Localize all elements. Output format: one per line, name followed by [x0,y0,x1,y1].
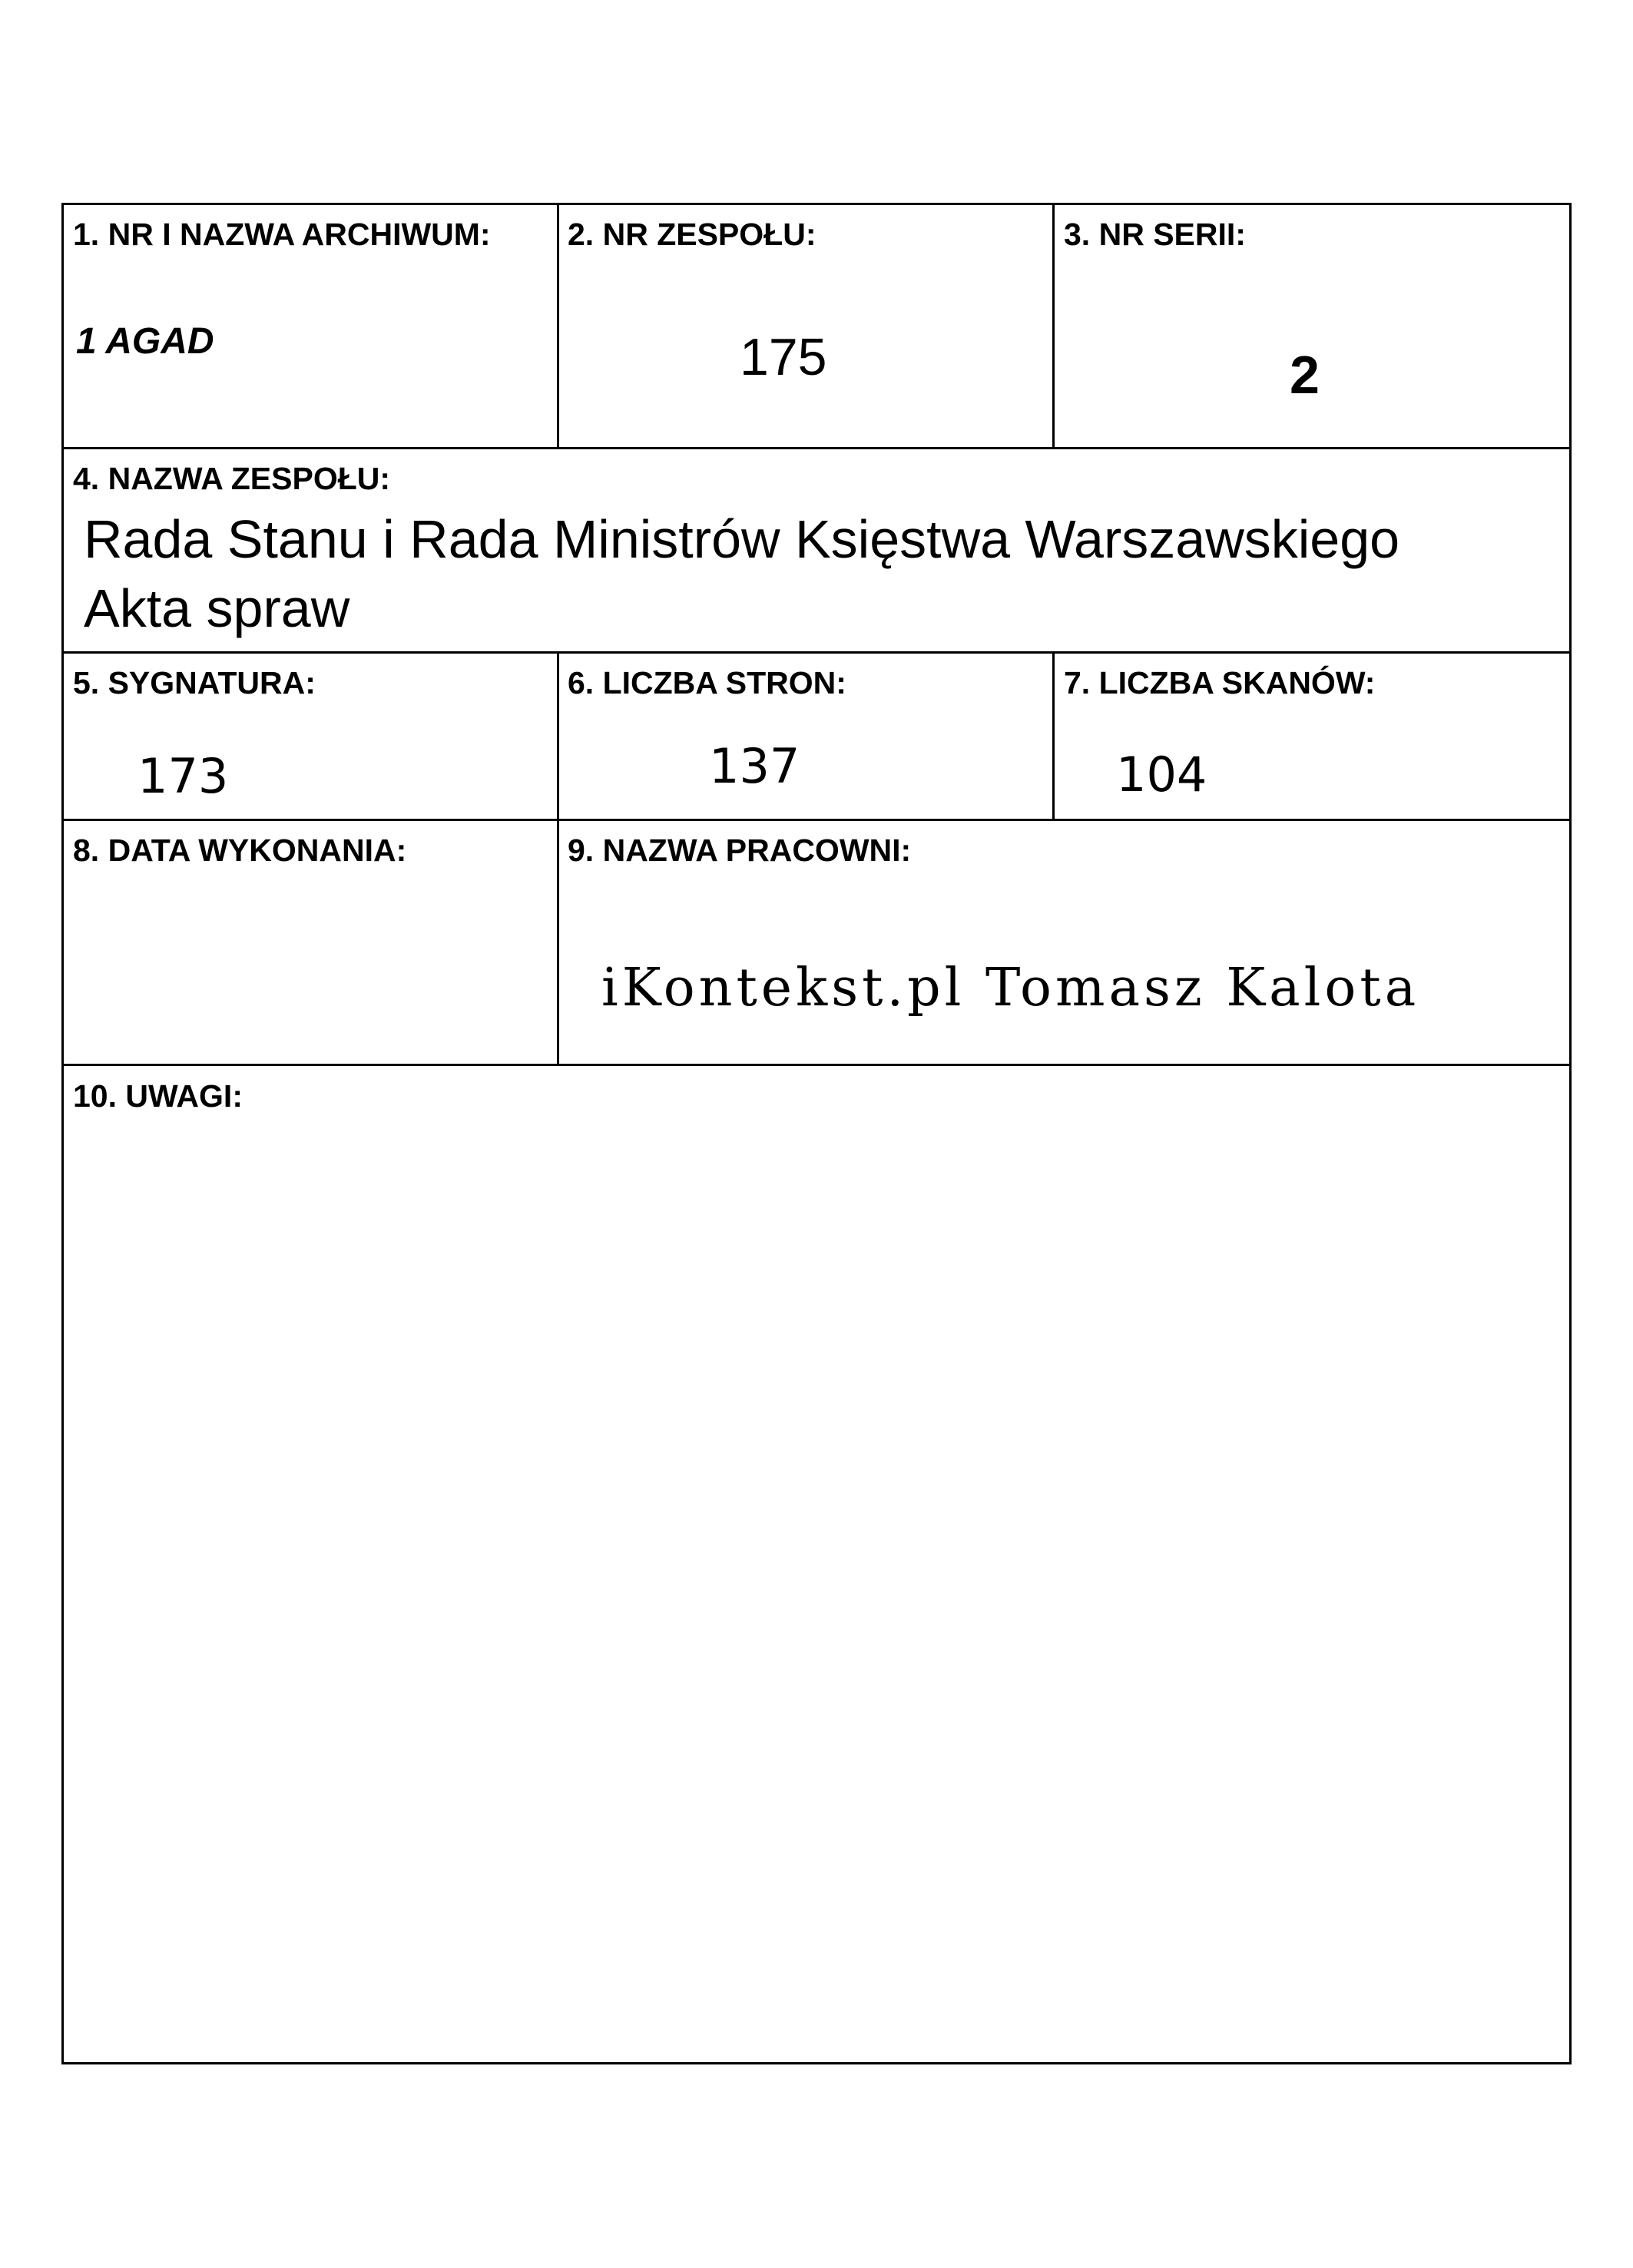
series-number-value: 2 [1290,345,1320,405]
scan-count-value: 104 [1116,747,1207,803]
archive-form [61,203,1572,2064]
scan-count-label: 7. LICZBA SKANÓW: [1064,665,1376,700]
series-number-label: 3. NR SERII: [1064,217,1246,252]
fonds-number-label: 2. NR ZESPOŁU: [568,217,816,252]
col-divider-r3b [1052,651,1055,821]
execution-date-label: 8. DATA WYKONANIA: [73,833,407,868]
row-divider-1 [64,447,1569,449]
row-divider-3 [64,819,1569,821]
row-divider-2 [64,651,1569,654]
fonds-name-line-1: Rada Stanu i Rada Ministrów Księstwa Warszawskiego [84,509,1400,569]
col-divider-r1a [557,205,559,449]
page-count-label: 6. LICZBA STRON: [568,665,846,700]
fonds-name-line-2: Akta spraw [84,578,350,638]
archive-value: 1 AGAD [76,321,214,362]
signature-value: 173 [137,748,229,804]
studio-name-label: 9. NAZWA PRACOWNI: [568,833,912,868]
remarks-label: 10. UWAGI: [73,1078,243,1114]
archive-label: 1. NR I NAZWA ARCHIWUM: [73,217,491,252]
row-divider-4 [64,1064,1569,1066]
col-divider-r3a [557,651,559,821]
page-count-value: 137 [709,738,800,794]
col-divider-r4 [557,819,559,1066]
col-divider-r1b [1052,205,1055,449]
signature-label: 5. SYGNATURA: [73,665,316,700]
studio-name-value: iKontekst.pl Tomasz Kalota [601,958,1420,1018]
fonds-name-label: 4. NAZWA ZESPOŁU: [73,461,391,496]
fonds-number-value: 175 [740,328,827,386]
